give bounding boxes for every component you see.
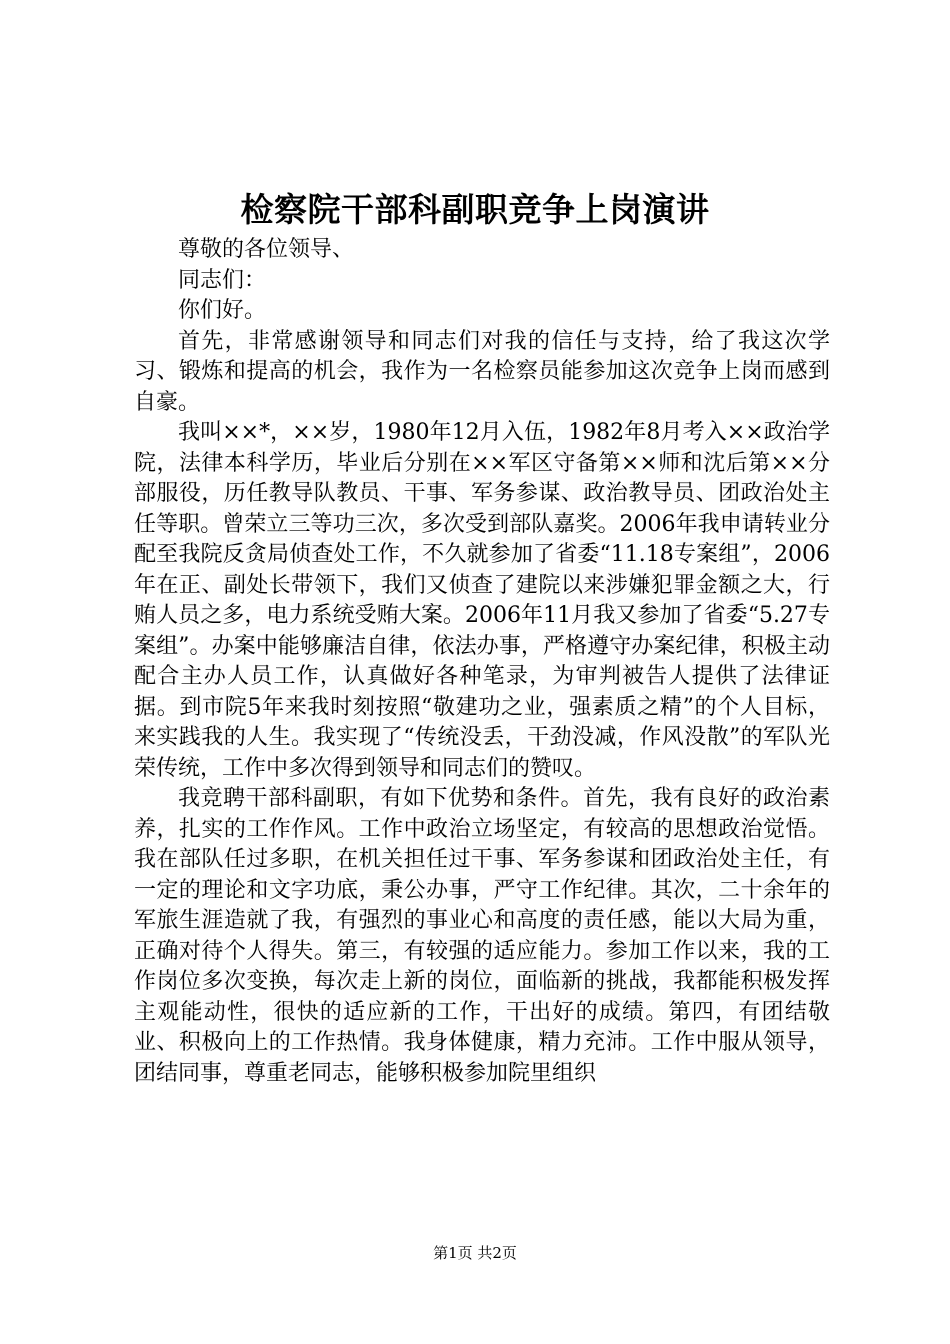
document-title: 检察院干部科副职竞争上岗演讲: [240, 190, 710, 229]
page-footer: 第1页 共2页: [433, 1244, 517, 1262]
paragraph-salutation-2: 同志们：: [178, 267, 267, 293]
paragraph-greeting: 你们好。: [178, 298, 267, 323]
paragraph-salutation-1: 尊敬的各位领导、: [178, 237, 355, 262]
paragraph-intro: 首先，非常感谢领导和同志们对我的信任与支持，给了我这次学习、锻炼和提高的机会，我作为一名检察员能参加这次竞争上岗而感到自豪。: [134, 328, 830, 415]
document-body: [134, 235, 830, 1089]
paragraph-background: 我叫××*，××岁，1980年12月入伍，1982年8月考入××政治学院，法律本科学历，毕业后分别在××军区守备第××师和沈后第××分部服役，历任教导队教员、干事、军务参谋、政治教导员、团政治处主任等职。曾荣立三等功三次，多次受到部队嘉奖。2006年我申请转业分配至我院反贪局侦查处工作，不久就参加了省委“11.18专案组”，2006年在正、副处长带领下，我们又侦查了建院以来涉嫌犯罪金额之大，行贿人员之多，电力系统受贿大案。2006年11月我又参加了省委“5.27专案组”。办案中能够廉洁自律，依法办事，严格遵守办案纪律，积极主动配合主办人员工作，认真做好各种笔录，为审判被告人提供了法律证据。到市院5年来我时刻按照“敬建功之业，强素质之精”的个人目标，来实践我的人生。我实现了“传统没丢，干劲没减，作风没散”的军队光荣传统，工作中多次得到领导和同志们的赞叹。: [134, 420, 830, 781]
paragraph-advantages: 我竞聘干部科副职，有如下优势和条件。首先，我有良好的政治素养，扎实的工作作风。工作中政治立场坚定，有较高的思想政治觉悟。我在部队任过多职，在机关担任过干事、军务参谋和团政治处主任，有一定的理论和文字功底，秉公办事，严守工作纪律。其次，二十余年的军旅生涯造就了我，有强烈的事业心和高度的责任感，能以大局为重，正确对待个人得失。第三，有较强的适应能力。参加工作以来，我的工作岗位多次变换，每次走上新的岗位，面临新的挑战，我都能积极发挥主观能动性，很快的适应新的工作，干出好的成绩。第四，有团结敬业、积极向上的工作热情。我身体健康，精力充沛。工作中服从领导，团结同事，尊重老同志，能够积极参加院里组织: [134, 786, 830, 1086]
